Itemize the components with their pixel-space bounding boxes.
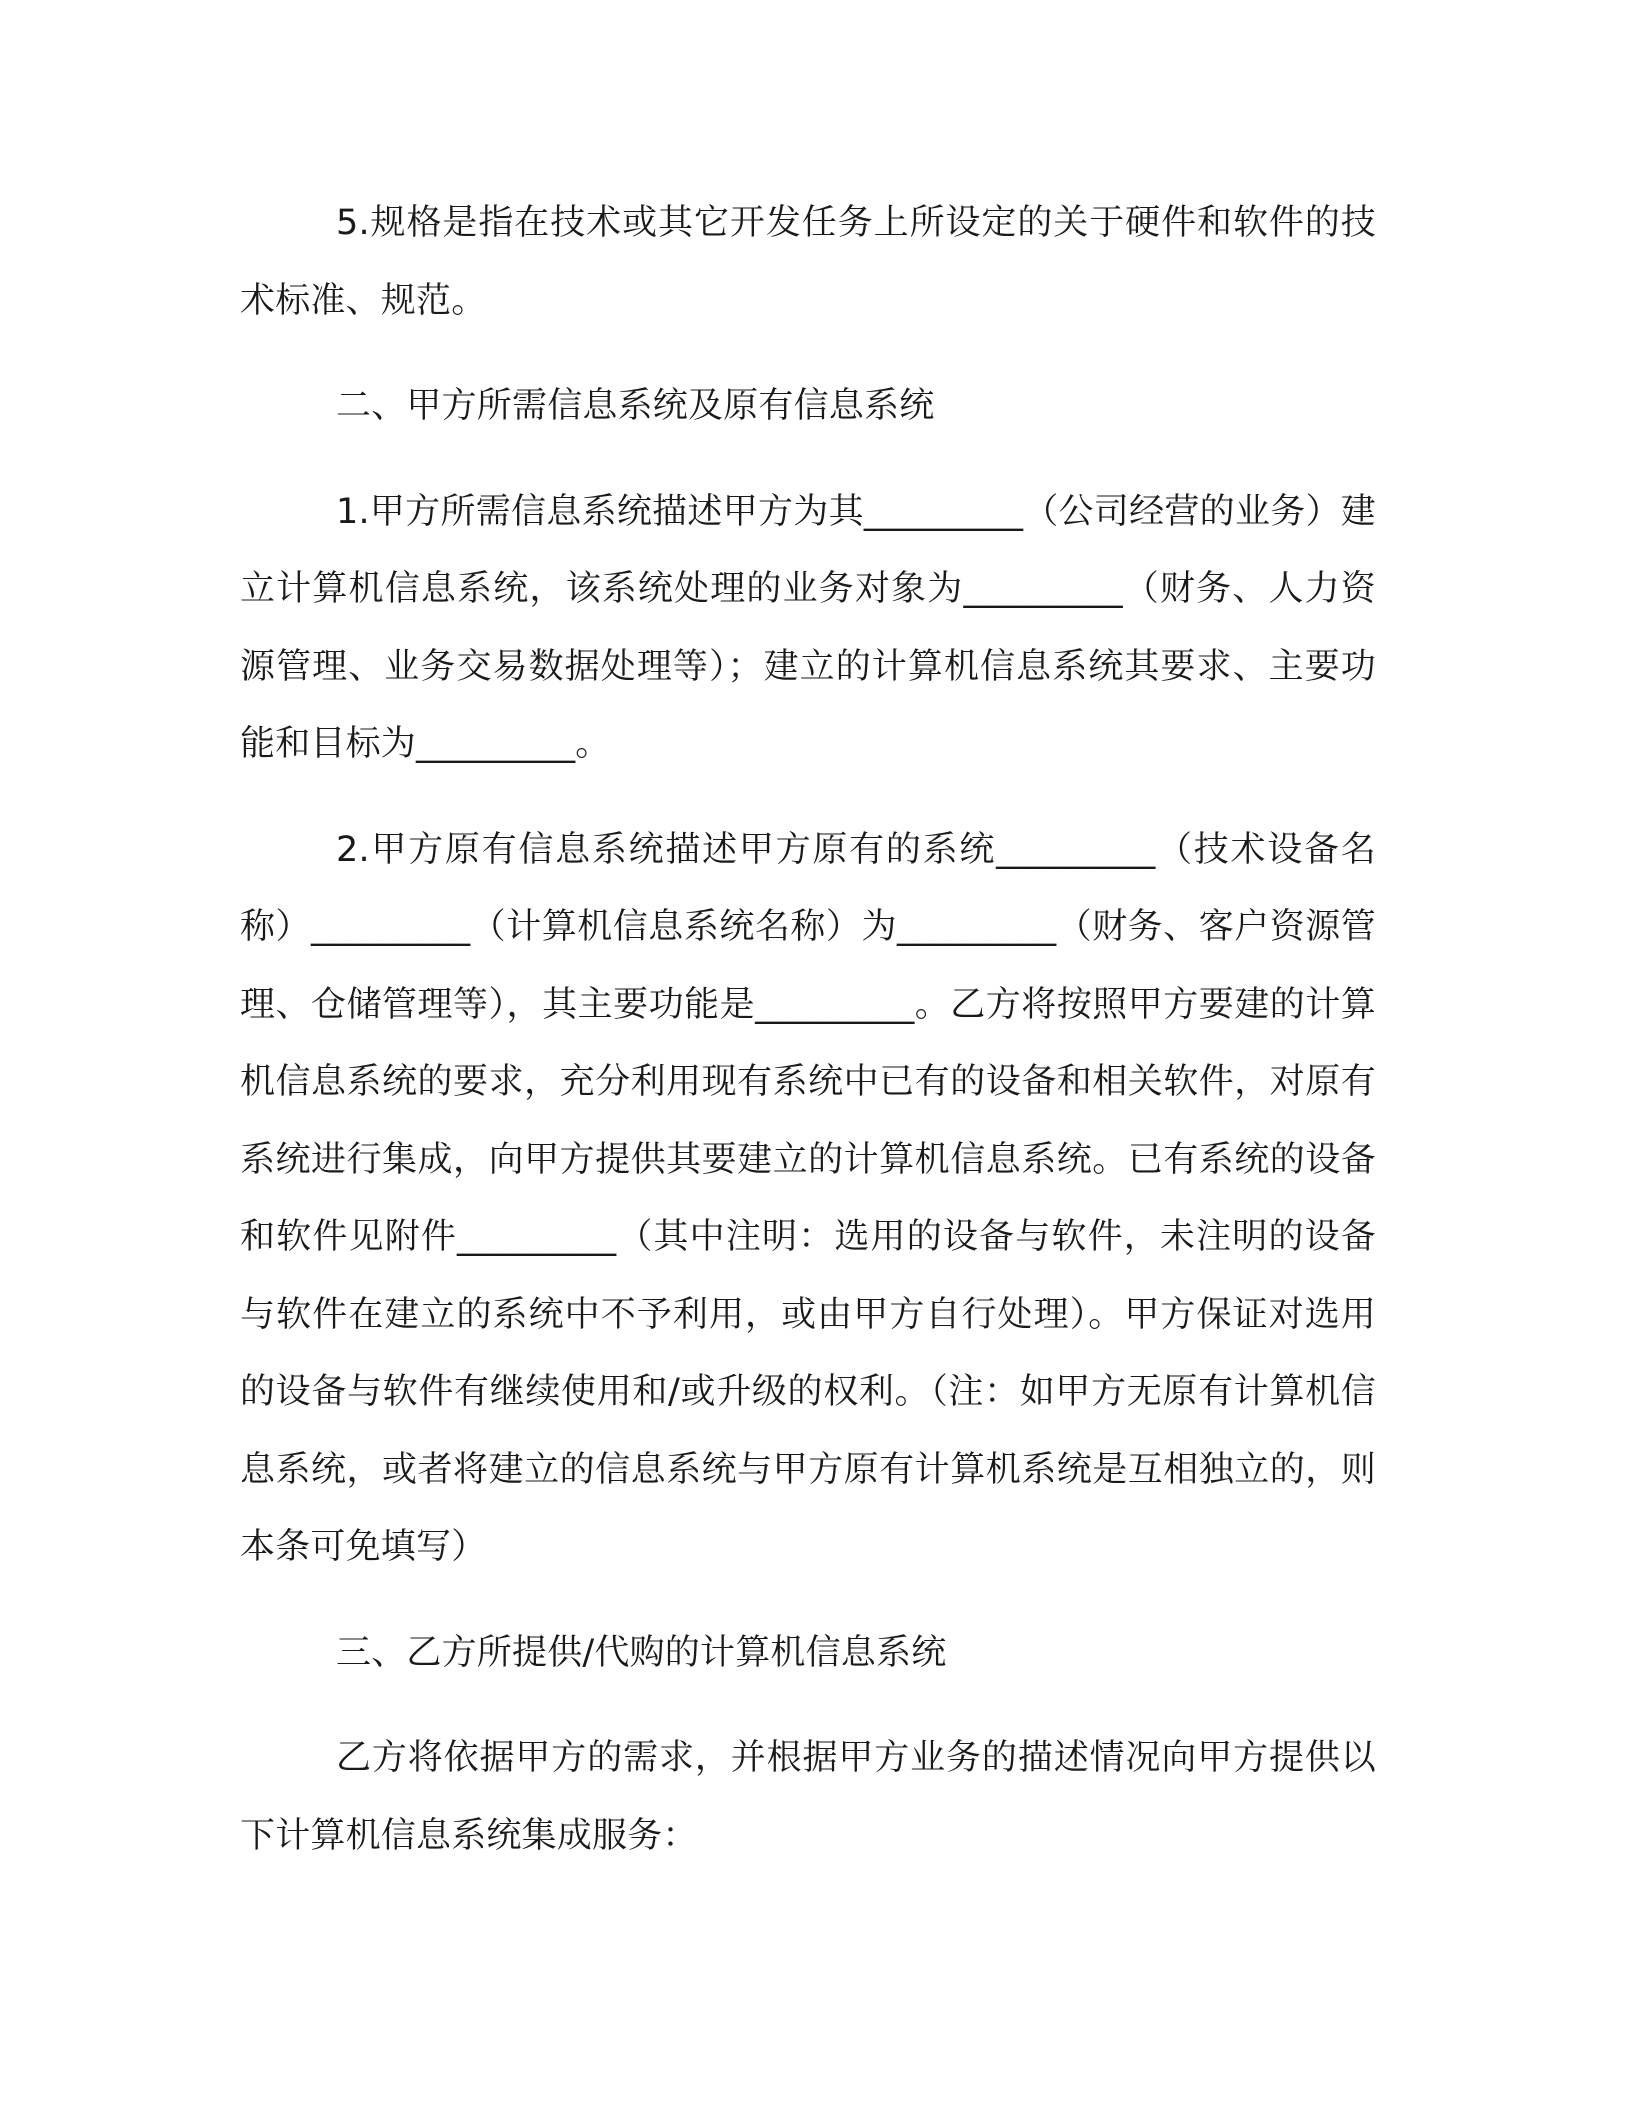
clause-2-1-paragraph: 1.甲方所需信息系统描述甲方为其_________（公司经营的业务）建立计算机信息系统，该系统处理的业务对象为_________（财务、人力资源管理、业务交易数据处理等）；建立的计算机信息系统其要求、主要功能和目标为_________。: [240, 491, 1376, 764]
section-3-heading: 三、乙方所提供/代购的计算机信息系统: [336, 1632, 947, 1673]
document-page: [240, 185, 1376, 1875]
clause-2-2-paragraph: 2.甲方原有信息系统描述甲方原有的系统_________（技术设备名称）_________（计算机信息系统名称）为_________（财务、客户资源管理、仓储管理等），其主要功能是_________。乙方将按照甲方要建的计算机信息系统的要求，充分利用现有系统中已有的设备和相关软件，对原有系统进行集成，向甲方提供其要建立的计算机信息系统。已有系统的设备和软件见附件_________（其中注明：选用的设备与软件，未注明的设备与软件在建立的系统中不予利用，或由甲方自行处理）。甲方保证对选用的设备与软件有继续使用和/或升级的权利。（注：如甲方无原有计算机信息系统，或者将建立的信息系统与甲方原有计算机系统是互相独立的，则本条可免填写）: [240, 829, 1376, 1567]
section-2-heading: 二、甲方所需信息系统及原有信息系统: [336, 386, 935, 426]
spec-definition-paragraph: 5.规格是指在技术或其它开发任务上所设定的关于硬件和软件的技术标准、规范。: [240, 203, 1376, 321]
section-3-intro-paragraph: 乙方将依据甲方的需求，并根据甲方业务的描述情况向甲方提供以下计算机信息系统集成服务：: [240, 1738, 1376, 1856]
